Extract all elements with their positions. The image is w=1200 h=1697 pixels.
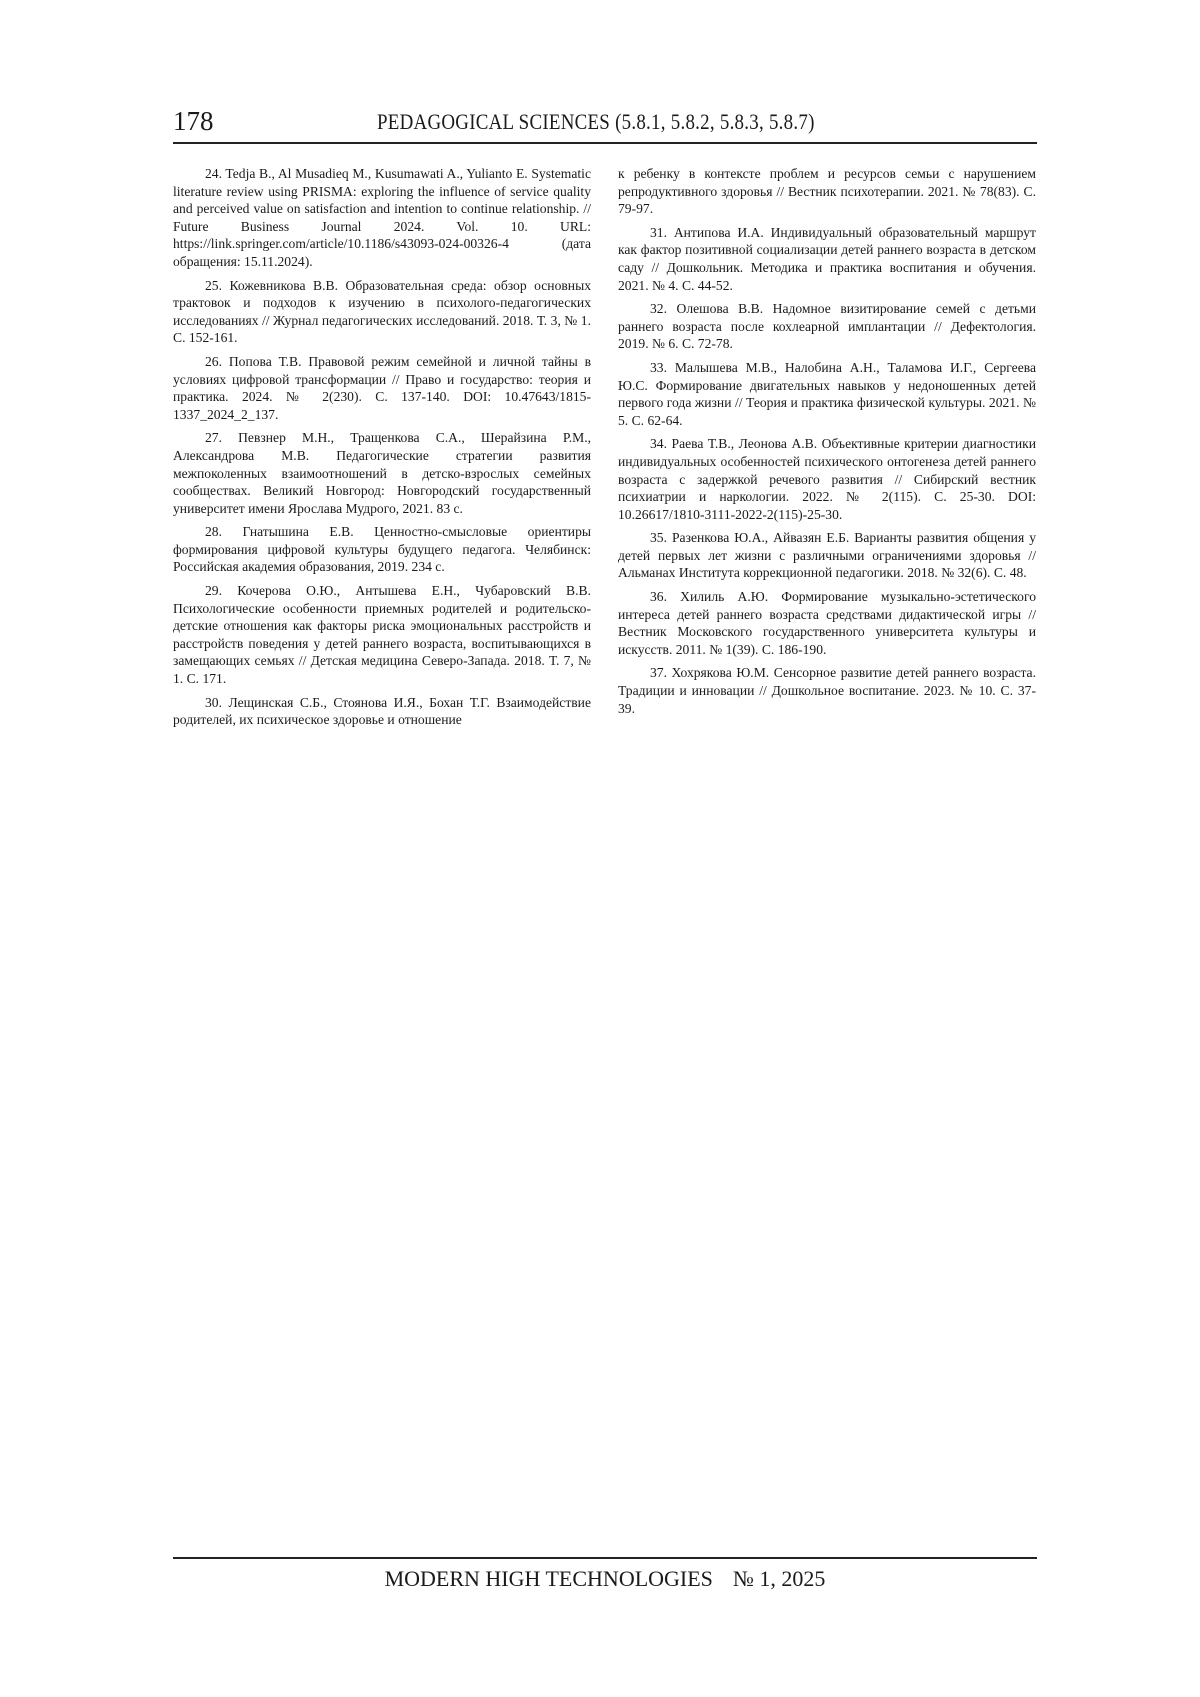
reference-30: 30. Лещинская С.Б., Стоянова И.Я., Бохан Т.Г. Взаимодействие родителей, их психическое здоровье и отношение (173, 694, 591, 728)
page-number: 178 (173, 106, 214, 136)
reference-25: 25. Кожевникова В.В. Образовательная среда: обзор основных трактовок и подходов к изучению в психолого-педагогических исследованиях // Журнал педагогических исследований. 2018. Т. 3, № 1. С. 152-161. (173, 277, 591, 346)
reference-27: 27. Певзнер М.Н., Тращенкова С.А., Шерайзина Р.М., Александрова М.В. Педагогические стратегии развития межпоколенных взаимоотношений в детско-взрослых семейных сообществах. Великий Новгород: Новгородский государственный университет имени Ярослава Мудрого, 2021. 83 с. (173, 430, 591, 516)
reference-36: 36. Хилиль А.Ю. Формирование музыкально-эстетического интереса детей раннего возраста средствами дидактической игры // Вестник Московского государственного университета культуры и искусств. 2011. № 1(39). С. 186-190. (618, 589, 1036, 657)
reference-32: 32. Олешова В.В. Надомное визитирование семей с детьми раннего возраста после кохлеарной имплантации // Дефектология. 2019. № 6. С. 72-78. (618, 301, 1036, 352)
issue-number: № 1, 2025 (732, 1566, 826, 1591)
reference-31: 31. Антипова И.А. Индивидуальный образовательный маршрут как фактор позитивной социализации детей раннего возраста в детском саду // Дошкольник. Методика и практика воспитания и обучения. 2021. № 4. С. 44-52. (618, 224, 1036, 293)
reference-29: 29. Кочерова О.Ю., Антышева Е.Н., Чубаровский В.В. Психологические особенности приемных родителей и родительско-детские отношения как факторы риска эмоциональных расстройств и расстройств поведения у детей раннего возраста, воспитывающихся в замещающих семьях // Детская медицина Северо-Запада. 2018. Т. 7, № 1. С. 171. (173, 583, 591, 687)
reference-35: 35. Разенкова Ю.А., Айвазян Е.Б. Варианты развития общения у детей первых лет жизни с различными ограничениями здоровья // Альманах Института коррекционной педагогики. 2018. № 32(6). С. 48. (618, 530, 1036, 581)
reference-34: 34. Раева Т.В., Леонова А.В. Объективные критерии диагностики индивидуальных особенностей психического онтогенеза детей раннего возраста с задержкой речевого развития // Сибирский вестник психиатрии и наркологии. 2022. № 2(115). С. 25-30. DOI: 10.26617/1810-3111-2022-2(115)-25-30. (618, 436, 1036, 522)
footer-text (173, 1565, 1037, 1593)
reference-33: 33. Малышева М.В., Налобина А.Н., Таламова И.Г., Сергеева Ю.С. Формирование двигательных навыков у недоношенных детей первого года жизни // Теория и практика физической культуры. 2021. № 5. С. 62-64. (618, 359, 1036, 428)
reference-28: 28. Гнатышина Е.В. Ценностно-смысловые ориентиры формирования цифровой культуры будущего педагога. Челябинск: Российская академия образования, 2019. 234 с. (173, 524, 591, 575)
page-header (173, 104, 1037, 144)
reference-26: 26. Попова Т.В. Правовой режим семейной и личной тайны в условиях цифровой трансформации // Право и государство: теория и практика. 2024. № 2(230). С. 137-140. DOI: 10.47643/1815-1337_2024_2_137. (173, 353, 591, 422)
reference-37: 37. Хохрякова Ю.М. Сенсорное развитие детей раннего возраста. Традиции и инновации // Дошкольное воспитание. 2023. № 10. С. 37-39. (618, 665, 1036, 716)
right-column (618, 165, 1036, 723)
section-title: PEDAGOGICAL SCIENCES (5.8.1, 5.8.2, 5.8.3, 5.8.7) (377, 109, 815, 134)
reference-30-continuation: к ребенку в контексте проблем и ресурсов семьи с нарушением репродуктивного здоровья // Вестник психотерапии. 2021. № 78(83). С. 79-97. (618, 166, 1036, 217)
left-column (173, 165, 591, 735)
journal-name: MODERN HIGH TECHNOLOGIES (384, 1566, 713, 1591)
reference-24: 24. Tedja B., Al Musadieq M., Kusumawati A., Yulianto E. Systematic literature review using PRISMA: exploring the influence of service quality and perceived value on satisfaction and intention to continue relationship. // Future Business Journal 2024. Vol. 10. URL: https://link.springer.com/article/10.1186/s43093-024-00326-4 (дата обращения: 15.11.2024). (173, 166, 591, 269)
page-footer (173, 1557, 1037, 1591)
